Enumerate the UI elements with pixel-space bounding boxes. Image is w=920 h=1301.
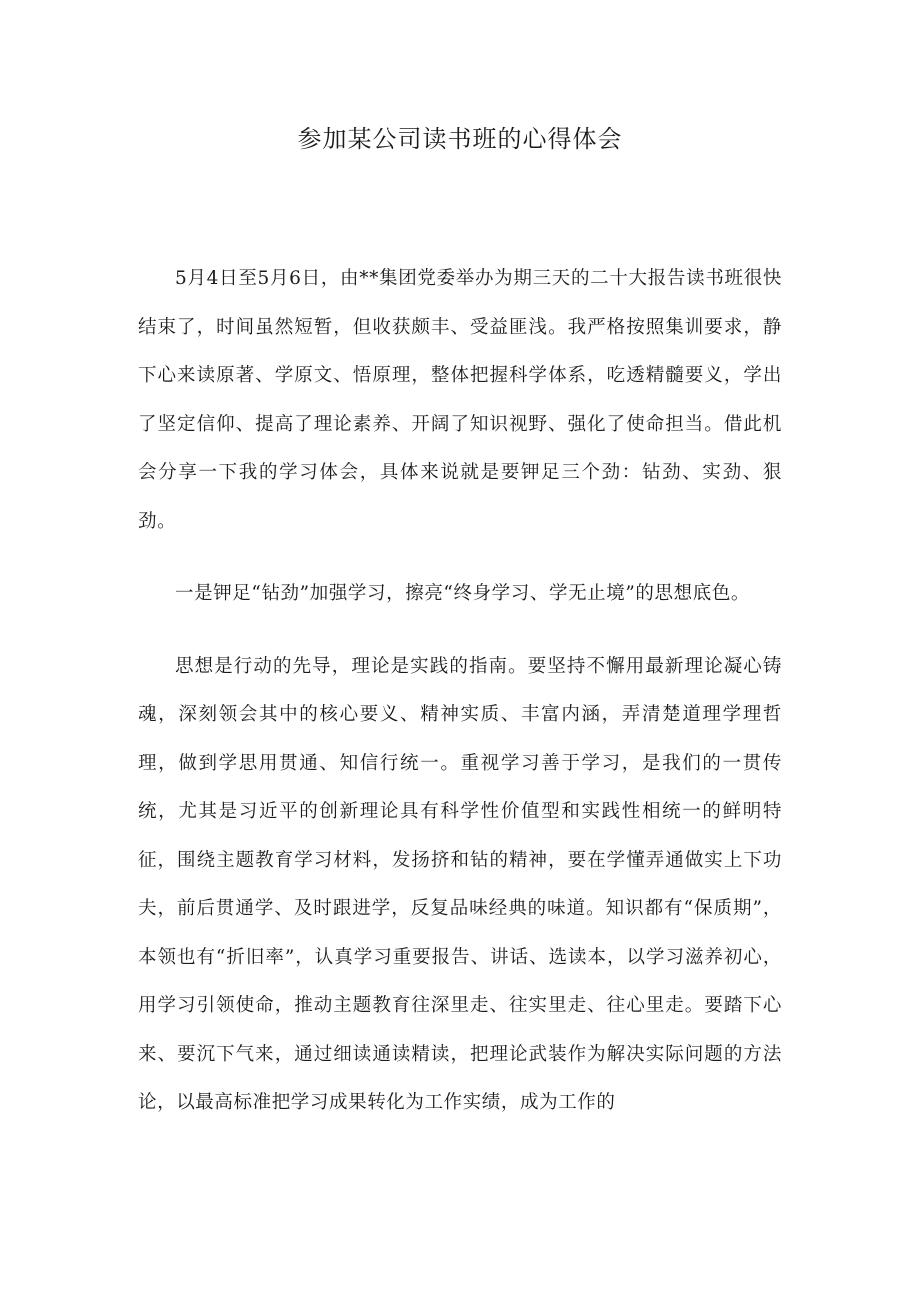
paragraph-intro: 5月4日至5月6日，由**集团党委举办为期三天的二十大报告读书班很快结束了，时间虽然短暂，但收获颇丰、受益匪浅。我严格按照集训要求，静下心来读原著、学原文、悟原理，整体把握科学体系，吃透精髓要义，学出了坚定信仰、提高了理论素养、开阔了知识视野、强化了使命担当。借此机会分享一下我的学习体会，具体来说就是要钾足三个劲：钻劲、实劲、狠劲。 — [138, 268, 782, 532]
document-body — [138, 255, 782, 1152]
paragraph-theory: 思想是行动的先导，理论是实践的指南。要坚持不懈用最新理论凝心铸魂，深刻领会其中的核心要义、精神实质、丰富内涵，弄清楚道理学理哲理，做到学思用贯通、知信行统一。重视学习善于学习，是我们的一贯传统，尤其是习近平的创新理论具有科学性价值型和实践性相统一的鲜明特征，围绕主题教育学习材料，发扬挤和钻的精神，要在学懂弄通做实上下功夫，前后贯通学、及时跟进学，反复品味经典的味道。知识都有“保质期”，本领也有“折旧率”，认真学习重要报告、讲话、选读本，以学习滋养初心，用学习引领使命，推动主题教育往深里走、往实里走、往心里走。要踏下心来、要沉下气来，通过细读通读精读，把理论武装作为解决实际问题的方法论，以最高标准把学习成果转化为工作实绩，成为工作的 — [138, 655, 782, 1113]
document-title: 参加某公司读书班的心得体会 — [297, 125, 623, 153]
paragraph-heading-one: 一是钾足“钻劲”加强学习，擦亮“终身学习、学无止境”的思想底色。 — [175, 583, 751, 604]
